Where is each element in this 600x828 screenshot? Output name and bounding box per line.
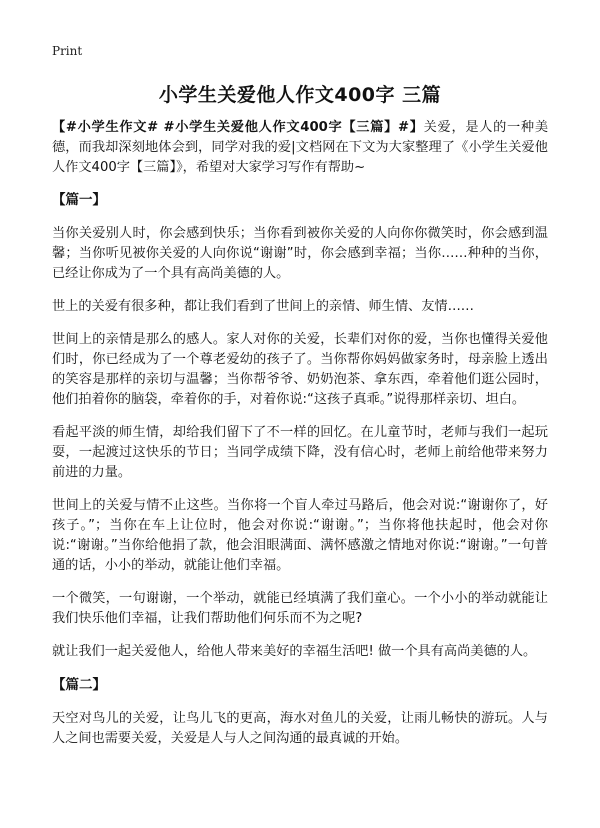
document-body [52,118,548,762]
intro-paragraph [52,118,548,178]
intro-text: 关爱，是人的一种美德，而我却深刻地体会到，同学对我的爱|文档网在下文为大家整理了《小学生关爱他人作文400字【三篇】》，希望对大家学习写作有帮助~ [52,120,549,175]
section-heading-1: 【篇一】 [52,192,106,208]
section-1-paragraph-2: 世上的关爱有很多种，都让我们看到了世间上的亲情、师生情、友情…… [52,299,474,314]
section-1-paragraph-1: 当你关爱别人时，你会感到快乐；当你看到被你关爱的人向你你微笑时，你会感到温馨；当你听见被你关爱的人向你说“谢谢”时，你会感到幸福；当你……种种的当你，已经让你成为了一个具有高尚美德的人。 [52,226,548,281]
section-heading-2: 【篇二】 [52,677,106,693]
section-1-paragraph-6: 一个微笑，一句谢谢，一个举动，就能已经填满了我们童心。一个小小的举动就能让我们快乐他们幸福，让我们帮助他们何乐而不为之呢? [52,591,548,626]
print-label: Print [52,44,83,58]
document-title: 小学生关爱他人作文400字 三篇 [158,84,442,106]
section-1-paragraph-3: 世间上的亲情是那么的感人。家人对你的关爱，长辈们对你的爱，当你也懂得关爱他们时，你已经成为了一个尊老爱幼的孩子了。当你帮你妈妈做家务时，母亲脸上透出的笑容是那样的亲切与温馨；当你帮爷爷、奶奶泡茶、拿东西，牵着他们逛公园时，他们拍着你的脑袋，牵着你的手，对着你说:“这孩子真乖。”说得那样亲切、坦白。 [52,332,548,407]
section-1-paragraph-4: 看起平淡的师生情，却给我们留下了不一样的回忆。在儿童节时，老师与我们一起玩耍，一起渡过这快乐的节日；当同学成绩下降，没有信心时，老师上前给他带来努力前进的力量。 [52,425,548,480]
section-1-paragraph-5: 世间上的关爱与情不止这些。当你将一个盲人牵过马路后，他会对说:“谢谢你了，好孩子。”；当你在车上让位时，他会对你说:“谢谢。”；当你将他扶起时，他会对你说:“谢谢。”当你给他捐了款，他会泪眼满面、满怀感激之情地对你说:“谢谢。”一句普通的话，小小的举动，就能让他们幸福。 [52,498,548,573]
intro-lead: 【#小学生作文# #小学生关爱他人作文400字【三篇】#】 [52,120,424,135]
section-2-paragraph-1: 天空对鸟儿的关爱，让鸟儿飞的更高，海水对鱼儿的关爱，让雨儿畅快的游玩。人与人之间也需要关爱，关爱是人与人之间沟通的最真诚的开始。 [52,711,548,746]
section-1-paragraph-7: 就让我们一起关爱他人，给他人带来美好的幸福生活吧! 做一个具有高尚美德的人。 [52,644,537,659]
